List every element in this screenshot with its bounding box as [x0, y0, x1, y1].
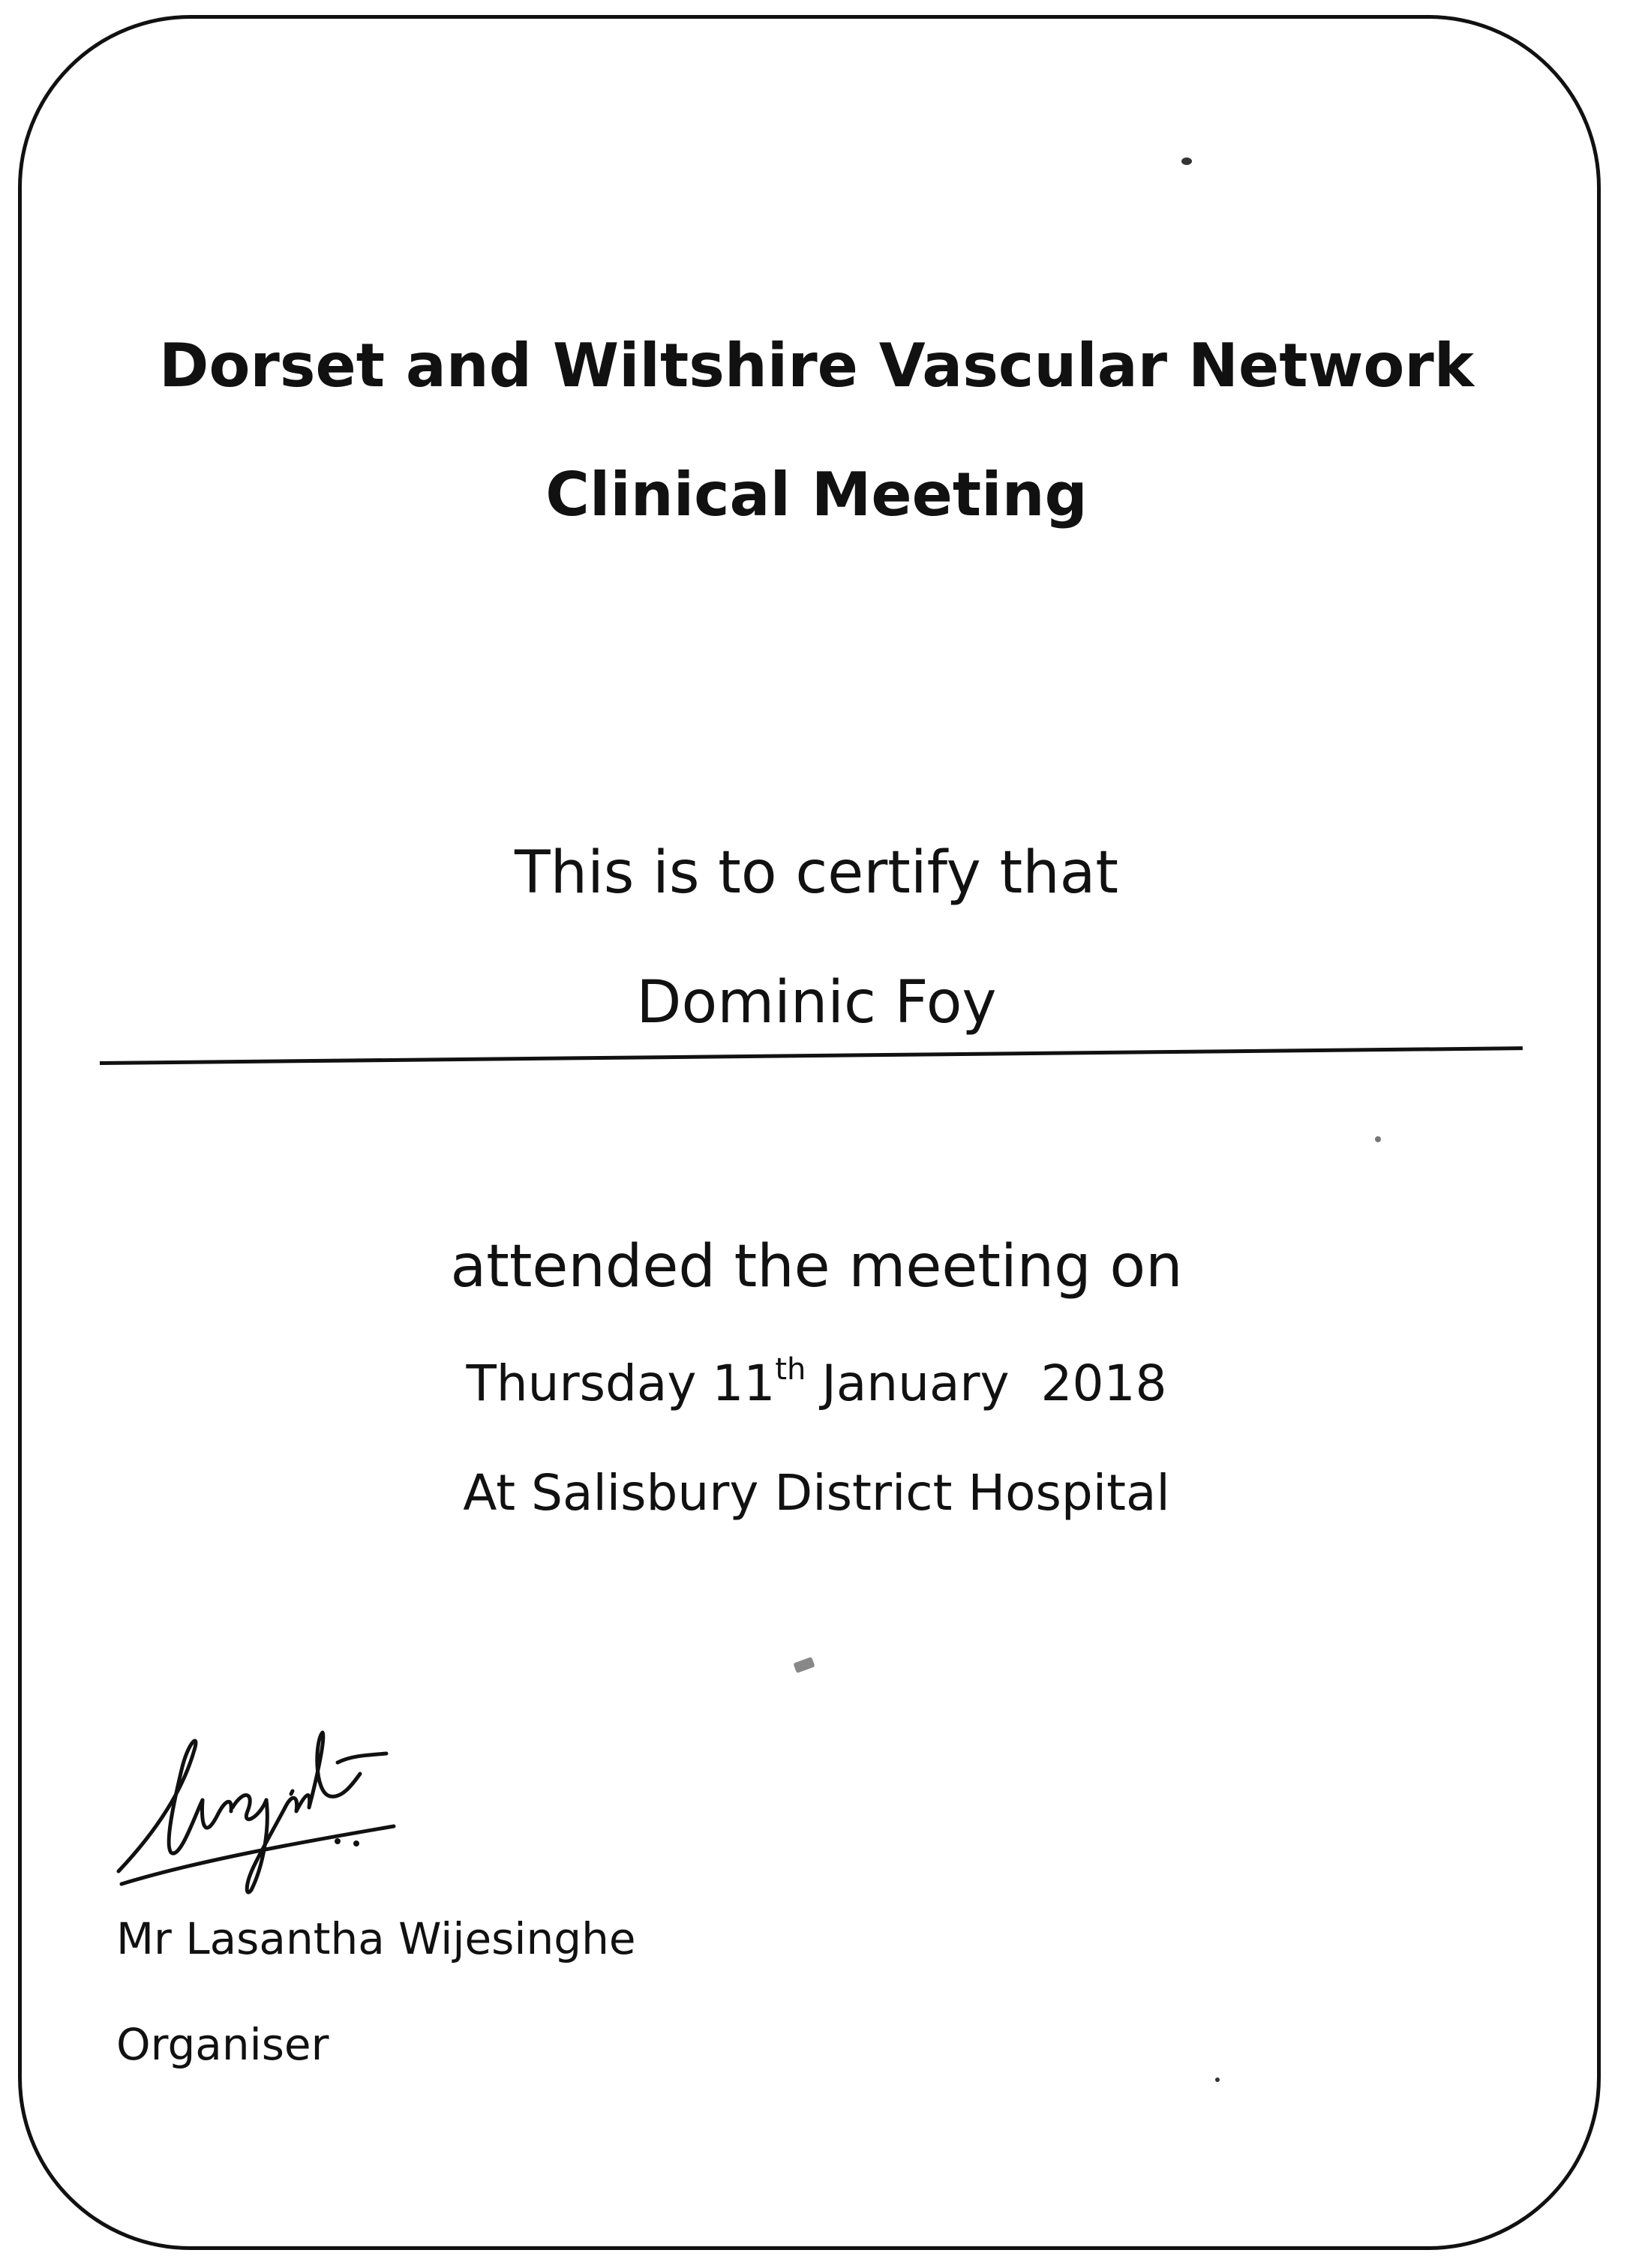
date-weekday-day: Thursday 11	[466, 1354, 776, 1412]
signatory-role: Organiser	[116, 2019, 329, 2070]
date-month-year: January 2018	[806, 1354, 1167, 1412]
network-title: Dorset and Wiltshire Vascular Network	[159, 331, 1474, 400]
meeting-date	[0, 1352, 1633, 1412]
attended-statement: attended the meeting on	[450, 1233, 1183, 1300]
meeting-title: Clinical Meeting	[545, 460, 1088, 530]
scan-speck	[1181, 158, 1192, 165]
scan-speck	[1215, 2078, 1220, 2082]
scan-speck	[1375, 1136, 1381, 1142]
meeting-venue: At Salisbury District Hospital	[463, 1464, 1170, 1522]
certify-statement: This is to certify that	[514, 839, 1119, 907]
recipient-name: Dominic Foy	[636, 969, 997, 1036]
date-ordinal-suffix: th	[775, 1352, 806, 1387]
signatory-name: Mr Lasantha Wijesinghe	[116, 1913, 636, 1964]
handwritten-signature	[113, 1718, 398, 1898]
